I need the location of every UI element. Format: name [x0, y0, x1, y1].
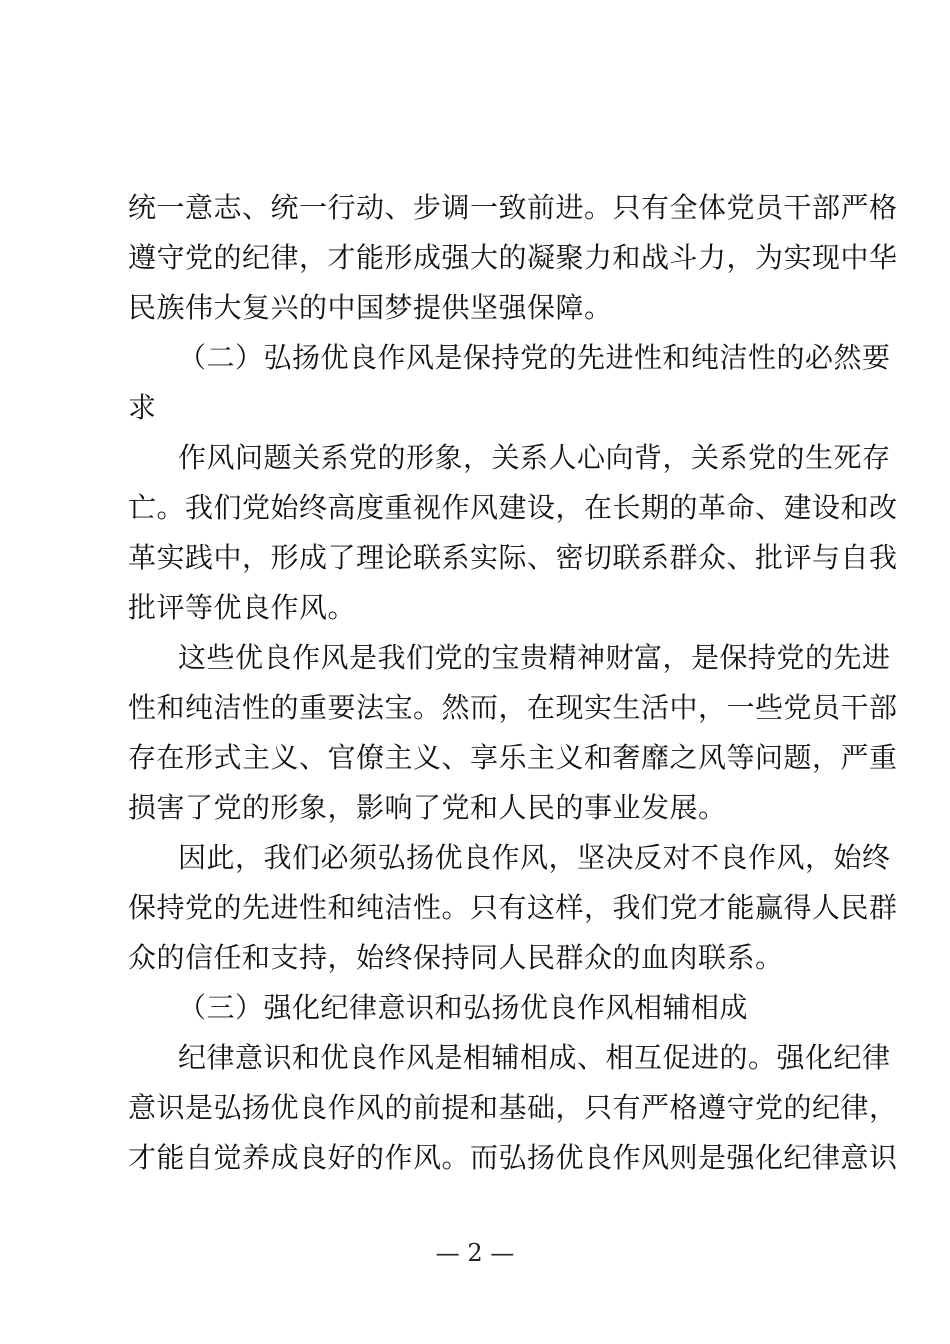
paragraph-spiritual-wealth [128, 633, 898, 833]
section-heading-2 [128, 333, 891, 433]
text-line: 意识是弘扬优良作风的前提和基础，只有严格遵守党的纪律， [128, 1091, 898, 1124]
text-line: （二）弘扬优良作风是保持党的先进性和纯洁性的必然要 [178, 341, 891, 374]
paragraph-continuation [128, 183, 898, 333]
document-body [128, 183, 898, 1183]
section-heading-3 [128, 983, 832, 1033]
text-line: 遵守党的纪律，才能形成强大的凝聚力和战斗力，为实现中华 [128, 241, 898, 274]
text-line: （三）强化纪律意识和弘扬优良作风相辅相成 [178, 991, 749, 1024]
text-line: 革实践中，形成了理论联系实际、密切联系群众、批评与自我 [128, 541, 898, 574]
text-line: 存在形式主义、官僚主义、享乐主义和奢靡之风等问题，严重 [128, 741, 898, 774]
text-line: 作风问题关系党的形象，关系人心向背，关系党的生死存 [178, 441, 891, 474]
text-line: 这些优良作风是我们党的宝贵精神财富，是保持党的先进 [178, 641, 891, 674]
text-line: 纪律意识和优良作风是相辅相成、相互促进的。强化纪律 [178, 1041, 891, 1074]
text-line: 众的信任和支持，始终保持同人民群众的血肉联系。 [128, 941, 784, 974]
text-line: 才能自觉养成良好的作风。而弘扬优良作风则是强化纪律意识 [128, 1141, 898, 1174]
page-number: — 2 — [435, 1239, 515, 1267]
text-line: 因此，我们必须弘扬优良作风，坚决反对不良作风，始终 [178, 841, 891, 874]
text-line: 统一意志、统一行动、步调一致前进。只有全体党员干部严格 [128, 191, 898, 224]
text-line: 损害了党的形象，影响了党和人民的事业发展。 [128, 791, 727, 824]
paragraph-discipline-style [128, 1033, 898, 1183]
paragraph-therefore [128, 833, 898, 983]
text-line: 亡。我们党始终高度重视作风建设，在长期的革命、建设和改 [128, 491, 898, 524]
text-line: 求 [128, 391, 157, 424]
paragraph-style-issue [128, 433, 898, 633]
text-line: 性和纯洁性的重要法宝。然而，在现实生活中，一些党员干部 [128, 691, 898, 724]
text-line: 批评等优良作风。 [128, 591, 357, 624]
text-line: 保持党的先进性和纯洁性。只有这样，我们党才能赢得人民群 [128, 891, 898, 924]
text-line: 民族伟大复兴的中国梦提供坚强保障。 [128, 291, 613, 324]
